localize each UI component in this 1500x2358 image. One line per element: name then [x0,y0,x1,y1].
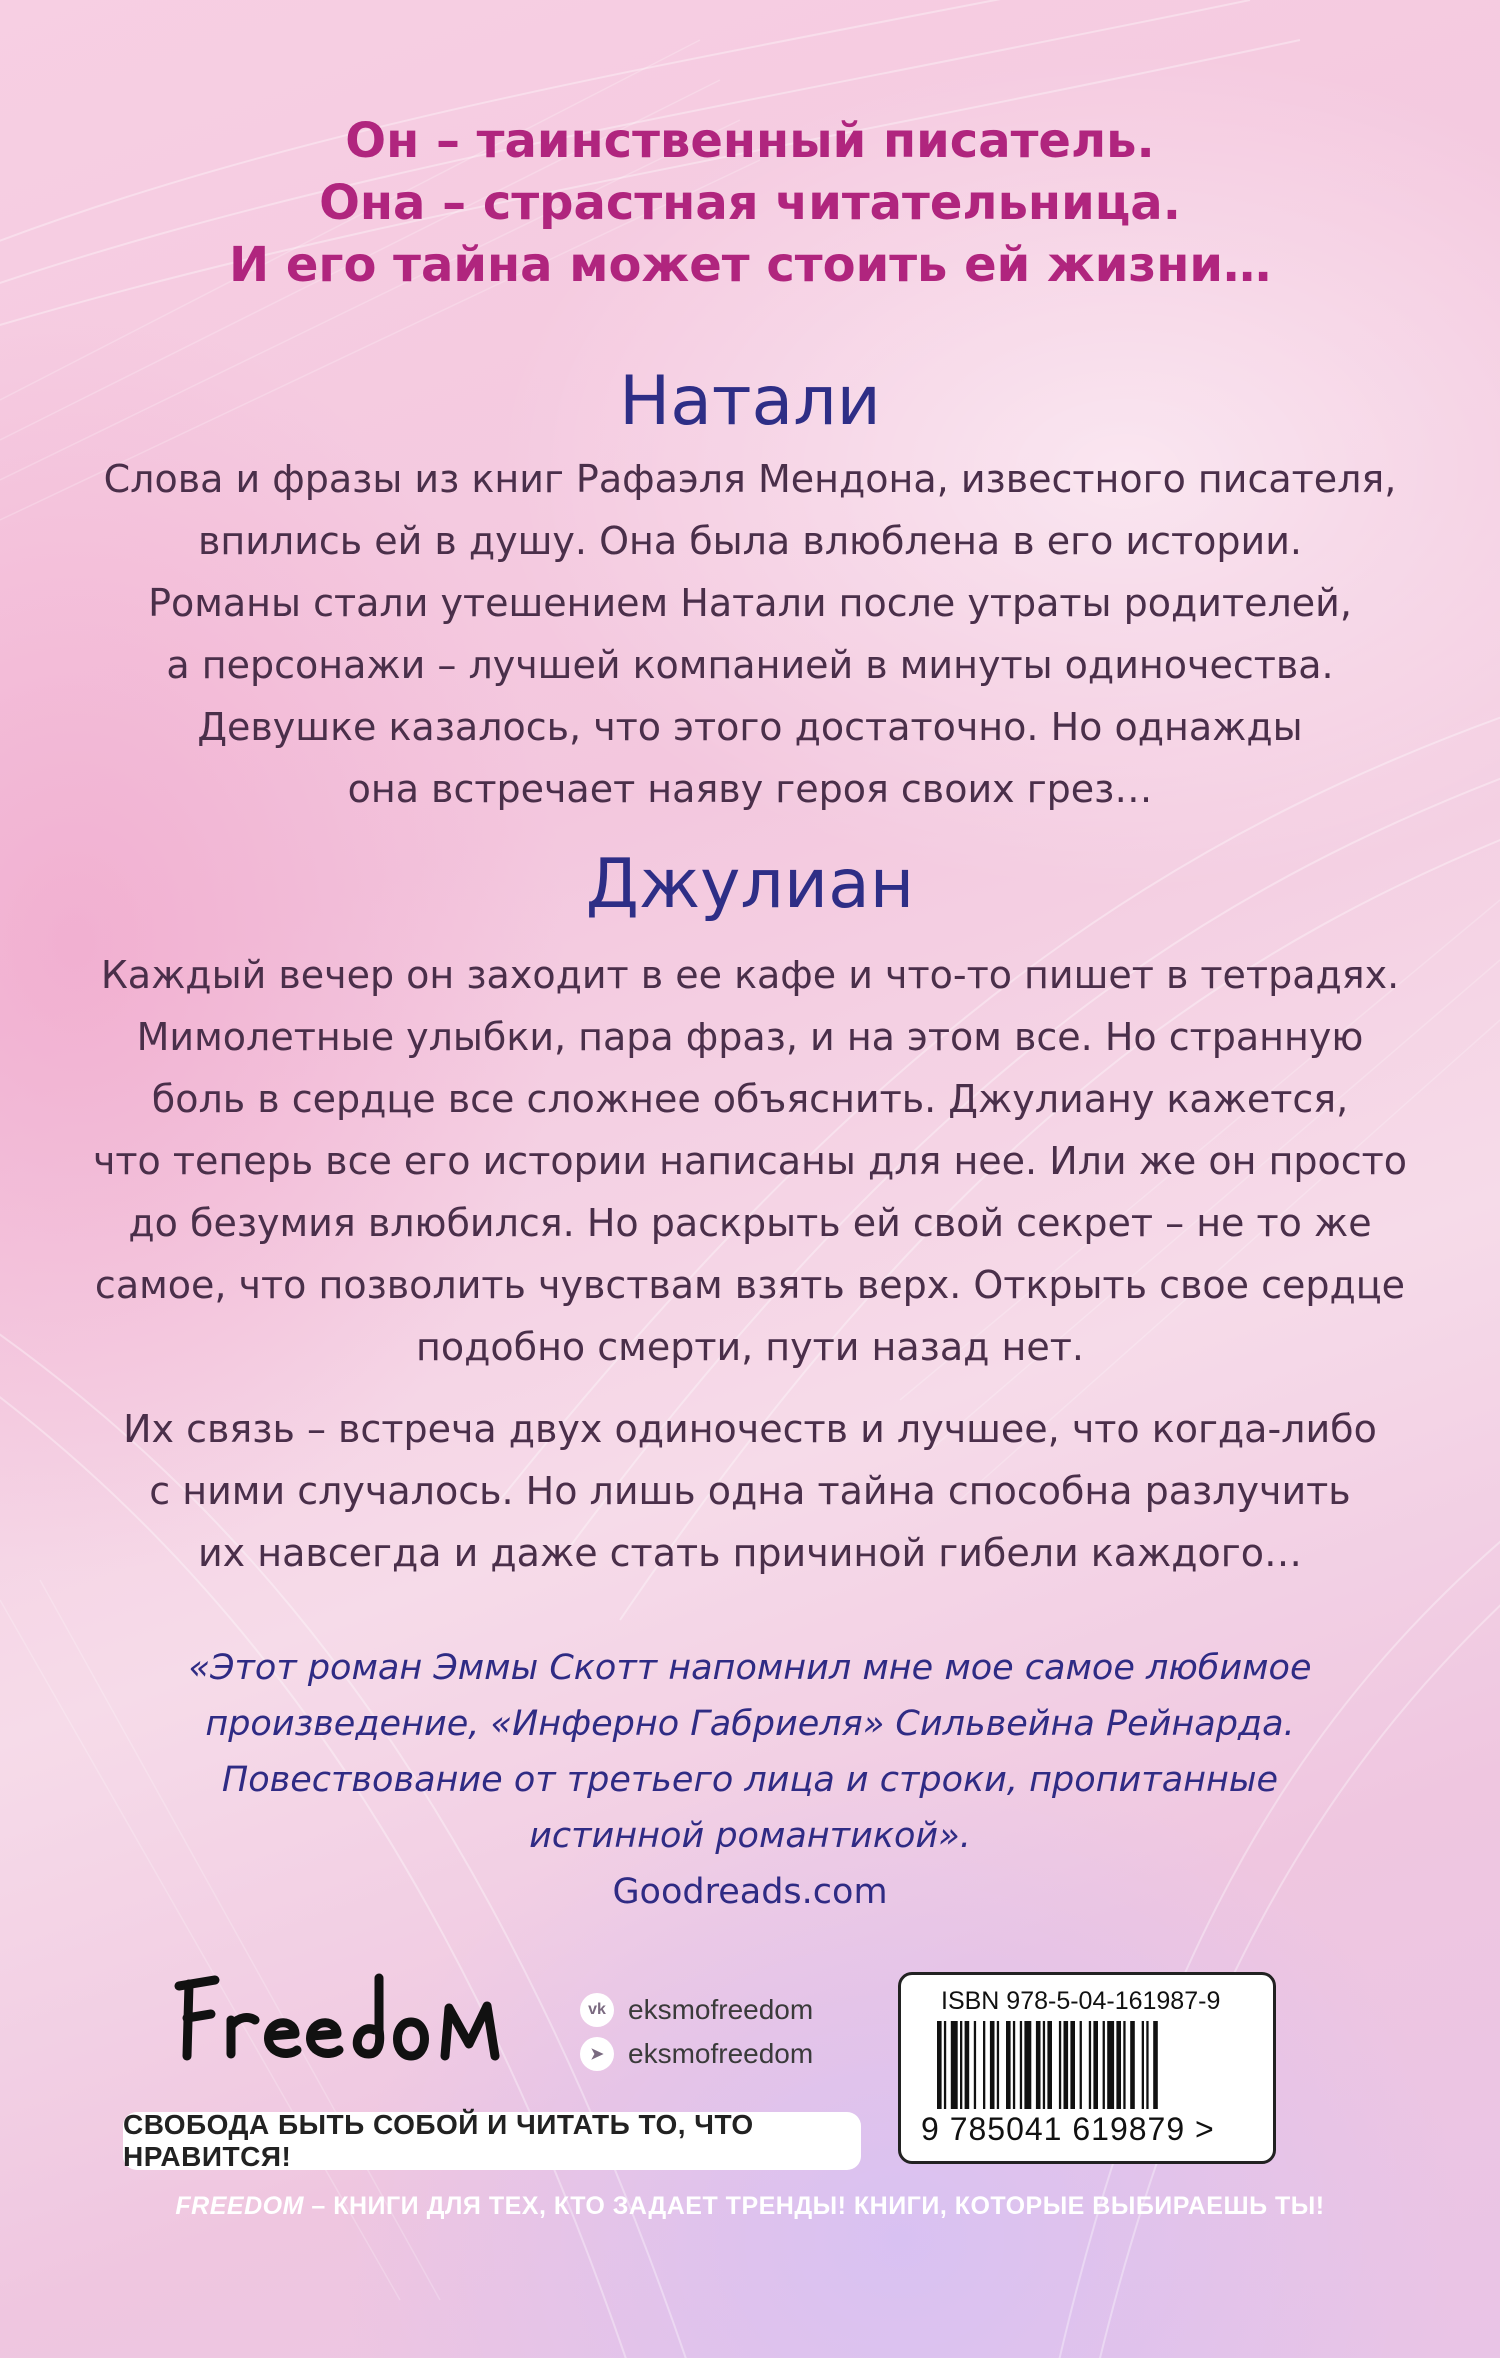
paragraph-line: она встречает наяву героя своих грез… [347,767,1153,811]
freedom-logo [165,1960,525,2080]
isbn-barcode [898,1972,1276,2164]
vk-icon: vk [580,1993,614,2027]
paragraph-line: впились ей в душу. Она была влюблена в его истории. [197,519,1302,563]
paragraph-line: Каждый вечер он заходит в ее кафе и что-то пишет в тетрадях. [100,953,1400,997]
paragraph-line: Девушке казалось, что этого достаточно. Но однажды [197,705,1303,749]
quote-line: произведение, «Инферно Габриеля» Сильвейна Рейнарда. [205,1704,1295,1744]
paragraph-line: Их связь – встреча двух одиночеств и лучшее, что когда-либо [123,1407,1377,1451]
paragraph-line: Мимолетные улыбки, пара фраз, и на этом все. Но странную [136,1015,1364,1059]
review-quote [0,1640,1500,1920]
quote-line: «Этот роман Эммы Скотт напомнил мне мое самое любимое [188,1648,1312,1688]
tagline-line: И его тайна может стоить ей жизни… [228,237,1272,293]
telegram-icon: ➤ [580,2037,614,2071]
footer-brand: FREEDOM [175,2192,304,2220]
paragraph-line: Романы стали утешением Натали после утраты родителей, [148,581,1352,625]
paragraph-line: что теперь все его истории написаны для нее. Или же он просто [92,1139,1408,1183]
paragraph-line: а персонажи – лучшей компанией в минуты одиночества. [166,643,1334,687]
natali-paragraph [0,448,1500,820]
social-links [580,1988,813,2076]
tagline [0,110,1500,296]
social-handle: eksmofreedom [628,1994,814,2025]
paragraph-line: Слова и фразы из книг Рафаэля Мендона, известного писателя, [103,457,1397,501]
isbn-digits: 9 785041 619879 > [921,2111,1215,2147]
quote-source: Goodreads.com [612,1872,888,1912]
footer-text: – КНИГИ ДЛЯ ТЕХ, КТО ЗАДАЕТ ТРЕНДЫ! КНИГИ, КОТОРЫЕ ВЫБИРАЕШЬ ТЫ! [303,2192,1325,2220]
footer-tagline [0,2192,1500,2221]
julian-paragraph [0,944,1500,1378]
social-link-vk[interactable] [580,1988,813,2032]
paragraph-line: до безумия влюбился. Но раскрыть ей свой секрет – не то же [128,1201,1372,1245]
closing-paragraph [0,1398,1500,1584]
tagline-line: Она – страстная читательница. [319,175,1181,231]
paragraph-line: их навсегда и даже стать причиной гибели каждого… [197,1531,1303,1575]
paragraph-line: самое, что позволить чувствам взять верх. Открыть свое сердце [94,1263,1406,1307]
paragraph-line: боль в сердце все сложнее объяснить. Джулиану кажется, [151,1077,1349,1121]
section-heading-natali: Натали [619,362,881,441]
tagline-line: Он – таинственный писатель. [345,113,1155,169]
paragraph-line: подобно смерти, пути назад нет. [416,1325,1084,1369]
social-link-telegram[interactable] [580,2032,813,2076]
paragraph-line: с ними случалось. Но лишь одна тайна способна разлучить [149,1469,1351,1513]
quote-line: Повествование от третьего лица и строки, пропитанные [221,1760,1279,1800]
section-heading-julian: Джулиан [585,845,915,924]
slogan-banner: СВОБОДА БЫТЬ СОБОЙ И ЧИТАТЬ ТО, ЧТО НРАВИТСЯ! [123,2112,861,2170]
barcode-icon [937,2021,1237,2113]
social-handle: eksmofreedom [628,2038,814,2069]
isbn-label: ISBN 978-5-04-161987-9 [941,1987,1221,2015]
quote-line: истинной романтикой». [529,1816,971,1856]
